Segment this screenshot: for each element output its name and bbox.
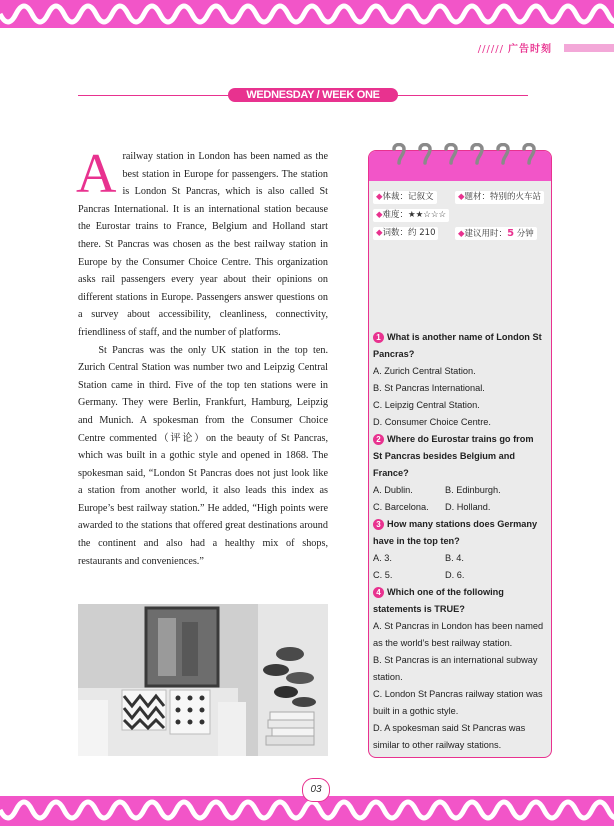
topic-chip: ◆题材：特别的火车站 [455, 191, 544, 204]
living-room-photo [78, 604, 328, 756]
section-tag [478, 40, 552, 55]
option: B. 4. [445, 553, 464, 563]
option: D. A spokesman said St Pancras was similar to other railway stations. [373, 723, 526, 750]
question-number: 2 [373, 434, 384, 445]
question-text: What is another name of London St Pancras? [373, 332, 542, 359]
option: C. 5. [373, 570, 393, 580]
option-row [373, 482, 545, 499]
article-body [76, 143, 328, 570]
genre-chip: ◆体裁：记叙文 [373, 191, 437, 204]
option: B. St Pancras is an international subway station. [373, 655, 538, 682]
option: B. Edinburgh. [445, 485, 501, 495]
option-row [373, 550, 545, 567]
option: C. Leipzig Central Station. [373, 400, 480, 410]
option: A. Dublin. [373, 485, 413, 495]
time-value: 5 [507, 228, 515, 239]
time-chip: ◆建议用时：5 分钟 [455, 227, 537, 240]
word-count-chip: ◆词数：约 210 [373, 227, 438, 240]
drop-cap: A [76, 143, 117, 205]
question-2 [373, 431, 545, 516]
question-stem [373, 516, 545, 550]
difficulty-text: 难度：★★☆☆☆ [382, 210, 447, 220]
option: D. Consumer Choice Centre. [373, 417, 491, 427]
section-tag-label: 广告时刻 [508, 44, 552, 55]
option: C. Barcelona. [373, 502, 429, 512]
option: C. London St Pancras railway station was built in a gothic style. [373, 689, 543, 716]
question-3 [373, 516, 545, 584]
question-number: 1 [373, 332, 384, 343]
option-row [373, 499, 545, 516]
question-text: Which one of the following statements is TRUE? [373, 587, 504, 614]
paragraph-2: St Pancras was the only UK station in the top ten. Zurich Central Station was number two and Leipzig Central Station came in third. Five of the top ten stations were in Germany. They were Berlin, Frankfurt, Hamburg, Leipzig and Munich. A spokesman from the Consumer Choice Centre commented（评论）on the beauty of St Pancras, which was built in a gothic style and opened in 1868. The spokesman said, “London St Pancras does not just look like a station from another world, it also leads this index as Europe’s best railway station.” He added, “High points were awarded to the stations that offered great destinations around the continent and also had a healthy mix of shops, restaurants and conveniences.” [78, 344, 328, 567]
question-4 [373, 584, 545, 754]
word-count-text: 词数：约 210 [382, 228, 436, 238]
option: B. St Pancras International. [373, 383, 485, 393]
question-number: 3 [373, 519, 384, 530]
paragraph-1-text: railway station in London has been named as the best station in Europe for passengers. The station is London St Pancras, which is also called St Pancras International. It is an international station because the Eurostar trains to France, Belgium and Holland start there. St Pancras was chosen as the best railway station in Europe by the Consumer Choice Centre. This organization asks rail passengers every year about their opinions on different stations in Europe. Passengers answer questions on a survey about accessibility, cleanliness, connectivity, friendliness of staff, and the number of platforms. [78, 151, 328, 338]
option-row [373, 567, 545, 584]
question-text: Where do Eurostar trains go from St Pancras besides Belgium and France? [373, 434, 534, 478]
question-stem [373, 584, 545, 618]
day-label: WEDNESDAY / WEEK ONE [228, 88, 398, 102]
day-banner [78, 88, 528, 102]
question-text: How many stations does Germany have in the top ten? [373, 519, 538, 546]
question-stem [373, 329, 545, 363]
genre-text: 体裁：记叙文 [382, 192, 434, 202]
header-accent-bar [564, 44, 614, 52]
option: A. St Pancras in London has been named as the world’s best railway station. [373, 621, 544, 648]
option: D. Holland. [445, 502, 491, 512]
question-number: 4 [373, 587, 384, 598]
info-card [368, 150, 552, 758]
topic-text: 题材：特别的火车站 [464, 192, 542, 202]
difficulty-chip: ◆难度：★★☆☆☆ [373, 209, 449, 222]
page-number: 03 [302, 778, 330, 802]
header-slashes: ////// [477, 44, 504, 55]
question-list [373, 329, 545, 754]
question-1 [373, 329, 545, 431]
option: A. 3. [373, 553, 392, 563]
option: D. 6. [445, 570, 465, 580]
paragraph-1 [76, 143, 328, 342]
top-decorative-wave [0, 0, 614, 34]
time-unit: 分钟 [516, 229, 534, 239]
time-label: 建议用时： [464, 229, 508, 239]
binder-rings-icon [369, 143, 551, 171]
option: A. Zurich Central Station. [373, 366, 476, 376]
question-stem [373, 431, 545, 482]
